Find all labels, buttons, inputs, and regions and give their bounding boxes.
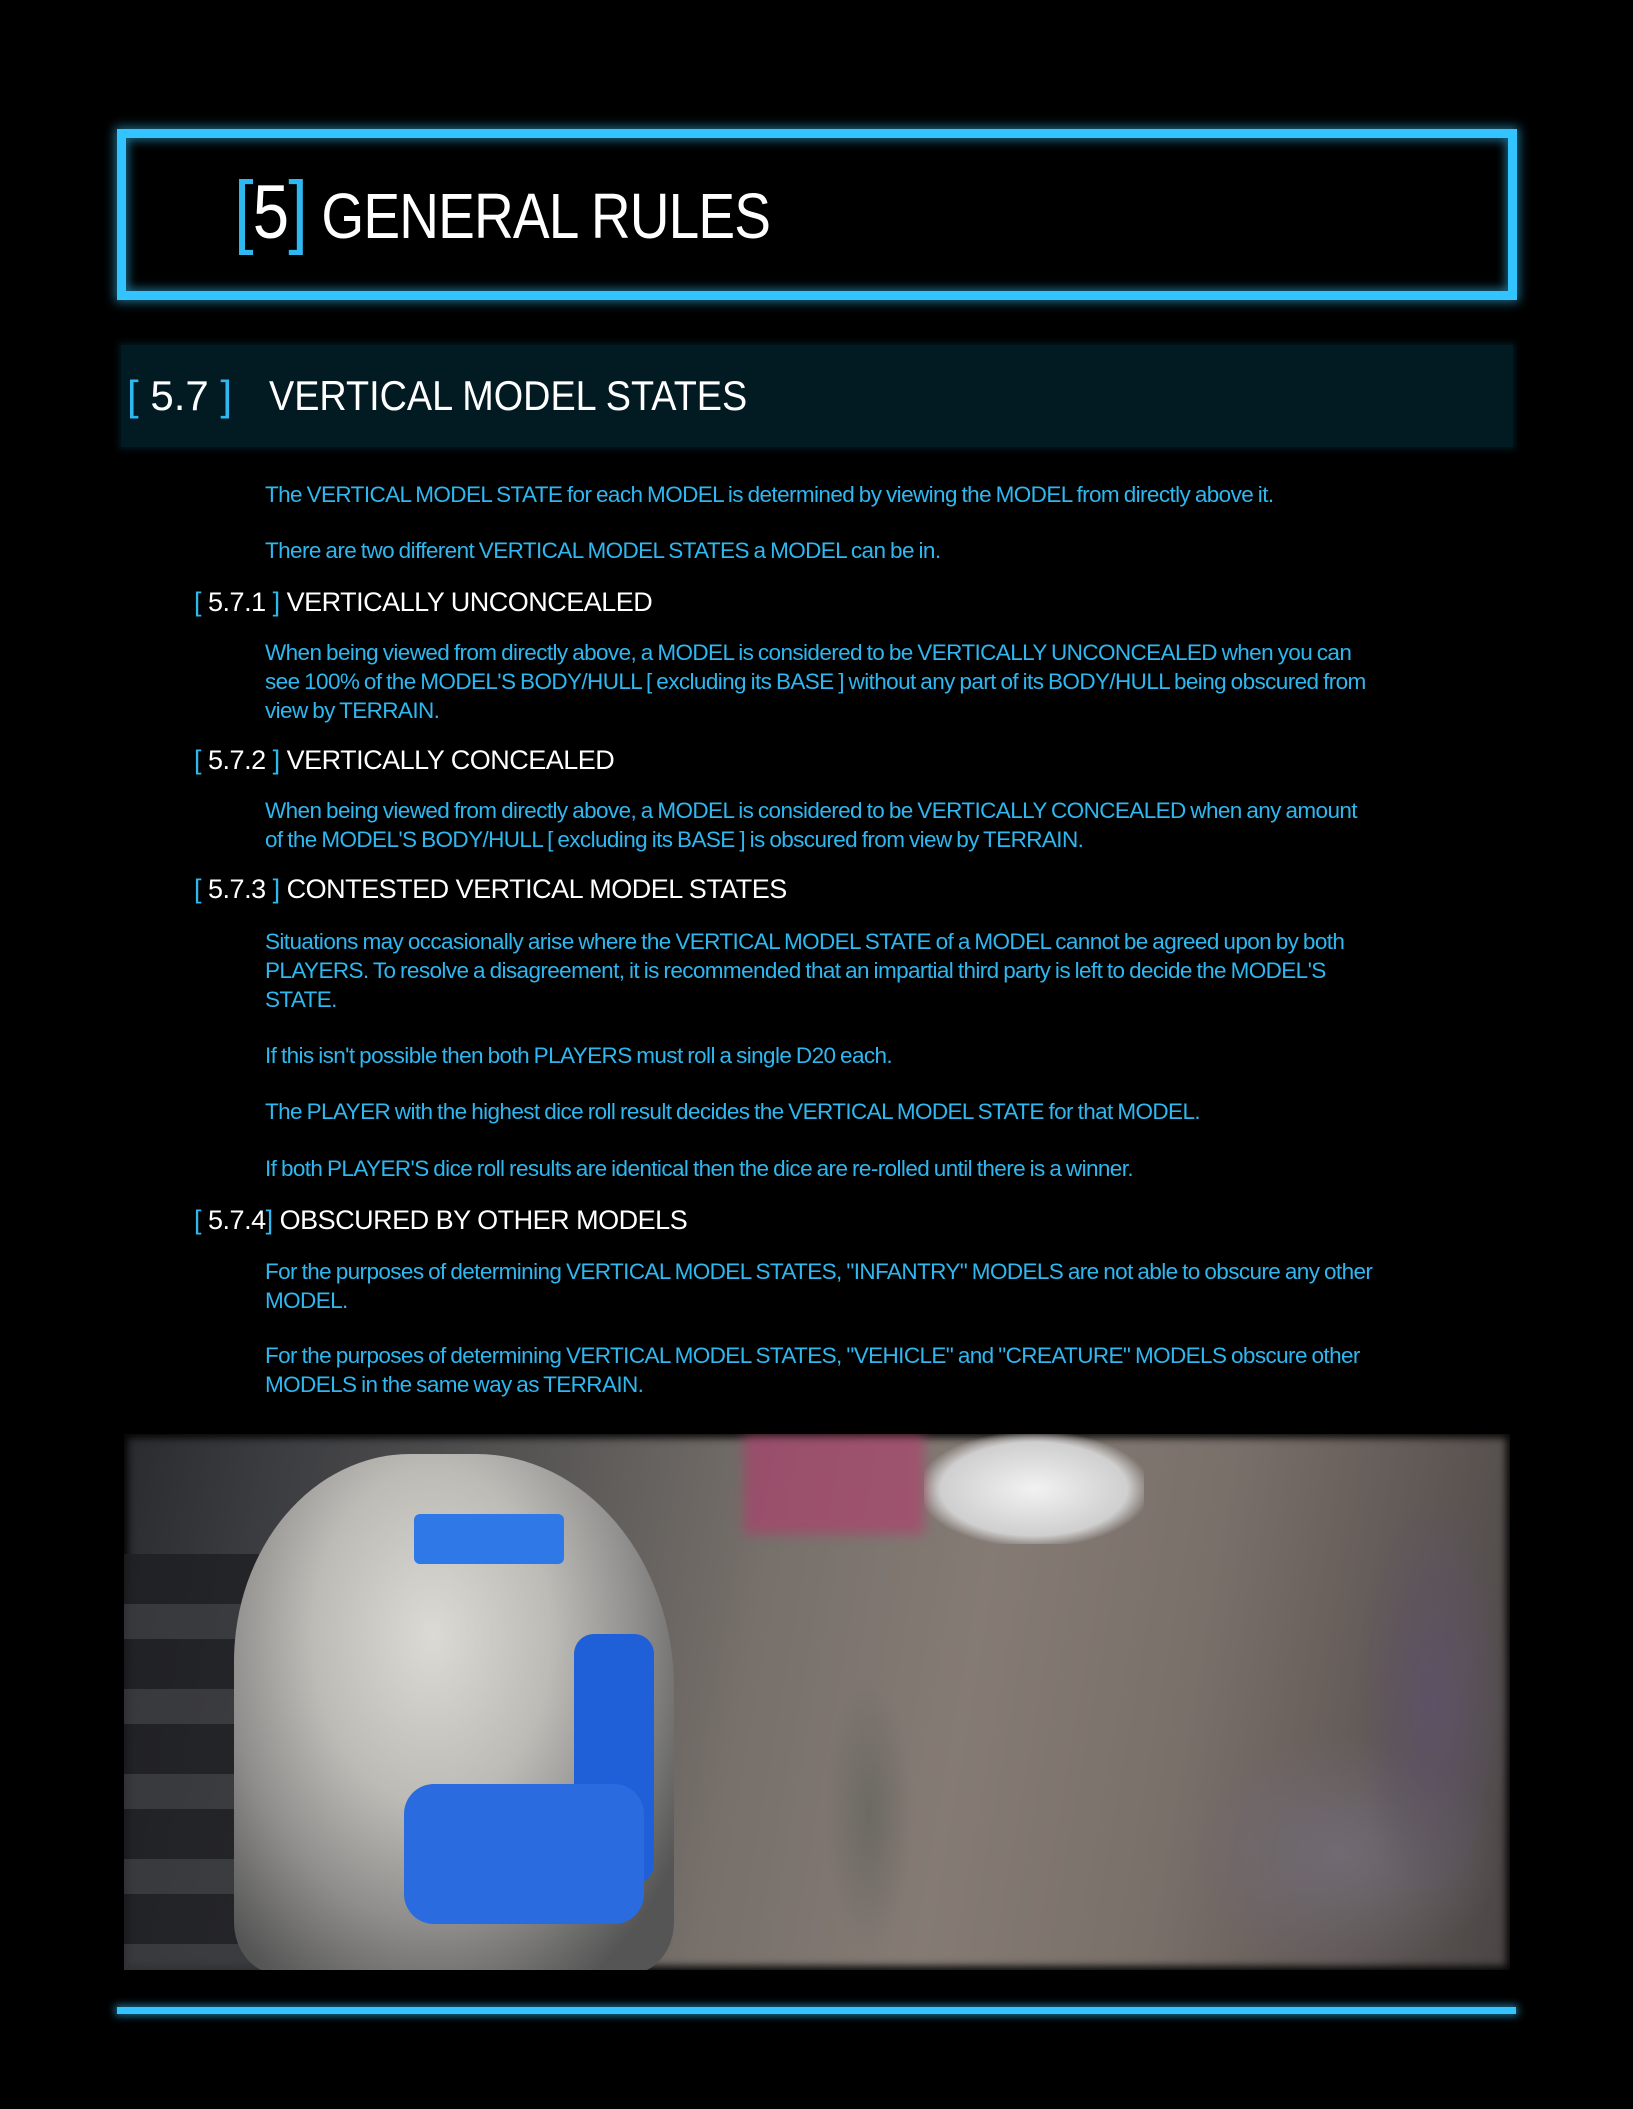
chapter-title: [234, 166, 770, 261]
subsection-title: VERTICALLY CONCEALED: [286, 745, 615, 775]
photo-blurred-miniature: [824, 1674, 914, 1954]
section-bracket-open: [: [127, 372, 139, 419]
chapter-title-frame: [117, 129, 1517, 300]
body-paragraph: If both PLAYER'S dice roll results are identical then the dice are re-rolled until there is a winner.: [265, 1156, 1134, 1181]
subsection-title: OBSCURED BY OTHER MODELS: [279, 1205, 688, 1235]
photo-background-pink: [744, 1434, 924, 1534]
body-paragraph: Situations may occasionally arise where the VERTICAL MODEL STATE of a MODEL cannot be agreed upon by both PLAYERS. To resolve a disagreement, it is recommended that an impartial third party is left to decide the MODEL'S STATE.: [265, 929, 1345, 1012]
subsection-title: VERTICALLY UNCONCEALED: [286, 587, 653, 617]
section-number: [127, 371, 232, 421]
body-paragraph: The PLAYER with the highest dice roll result decides the VERTICAL MODEL STATE for that MODEL.: [265, 1099, 1201, 1124]
subsection-number: 5.7.2: [208, 745, 266, 775]
footer-divider: [117, 2007, 1516, 2014]
chapter-title-text: GENERAL RULES: [321, 180, 771, 252]
intro-paragraph: The VERTICAL MODEL STATE for each MODEL is determined by viewing the MODEL from directly above it.: [265, 482, 1274, 507]
body-paragraph: When being viewed from directly above, a MODEL is considered to be VERTICALLY CONCEALED when any amount of the MODEL'S BODY/HULL [ excluding its BASE ] is obscured from view by TERRAIN.: [265, 798, 1357, 852]
body-paragraph: If this isn't possible then both PLAYERS must roll a single D20 each.: [265, 1043, 893, 1068]
intro-paragraph: There are two different VERTICAL MODEL STATES a MODEL can be in.: [265, 538, 941, 563]
photo-mech-blue-fist: [404, 1784, 644, 1924]
section-bracket-close: ]: [220, 372, 233, 419]
photo-blurred-miniature: [1354, 1494, 1510, 1914]
chapter-number: 5: [252, 170, 289, 255]
body-paragraph: For the purposes of determining VERTICAL MODEL STATES, "INFANTRY" MODELS are not able to obscure any other MODEL.: [265, 1259, 1373, 1313]
body-paragraph: When being viewed from directly above, a MODEL is considered to be VERTICALLY UNCONCEALED when you can see 100% of the MODEL'S BODY/HULL [ excluding its BASE ] without any part of its BODY/HULL being obscured from view by TERRAIN.: [265, 640, 1366, 723]
chapter-bracket-open: [: [234, 165, 253, 256]
subsection-number: 5.7.4: [208, 1205, 266, 1235]
subsection-heading-5-7-4: [194, 1204, 687, 1236]
subsection-title: CONTESTED VERTICAL MODEL STATES: [286, 874, 787, 904]
chapter-bracket-close: ]: [288, 165, 307, 256]
section-title: VERTICAL MODEL STATES: [269, 372, 748, 419]
bracket-close: ]: [272, 587, 280, 617]
miniatures-photo: [124, 1434, 1510, 1970]
bracket-open: [: [194, 874, 202, 904]
bracket-open: [: [194, 745, 202, 775]
photo-mech-blue-panel: [414, 1514, 564, 1564]
subsection-number: 5.7.3: [208, 874, 266, 904]
bracket-open: [: [194, 1205, 202, 1235]
subsection-heading-5-7-3: [194, 873, 787, 905]
subsection-number: 5.7.1: [208, 587, 266, 617]
photo-background-light: [924, 1434, 1144, 1544]
subsection-heading-5-7-1: [194, 586, 652, 618]
section-number-text: 5.7: [150, 372, 209, 419]
bracket-close: ]: [265, 1205, 273, 1235]
bracket-open: [: [194, 587, 202, 617]
bracket-close: ]: [272, 745, 280, 775]
body-paragraph: For the purposes of determining VERTICAL MODEL STATES, "VEHICLE" and "CREATURE" MODELS obscure other MODELS in the same way as TERRAIN.: [265, 1343, 1360, 1397]
bracket-close: ]: [272, 874, 280, 904]
section-header-bar: [121, 345, 1513, 447]
subsection-heading-5-7-2: [194, 744, 614, 776]
